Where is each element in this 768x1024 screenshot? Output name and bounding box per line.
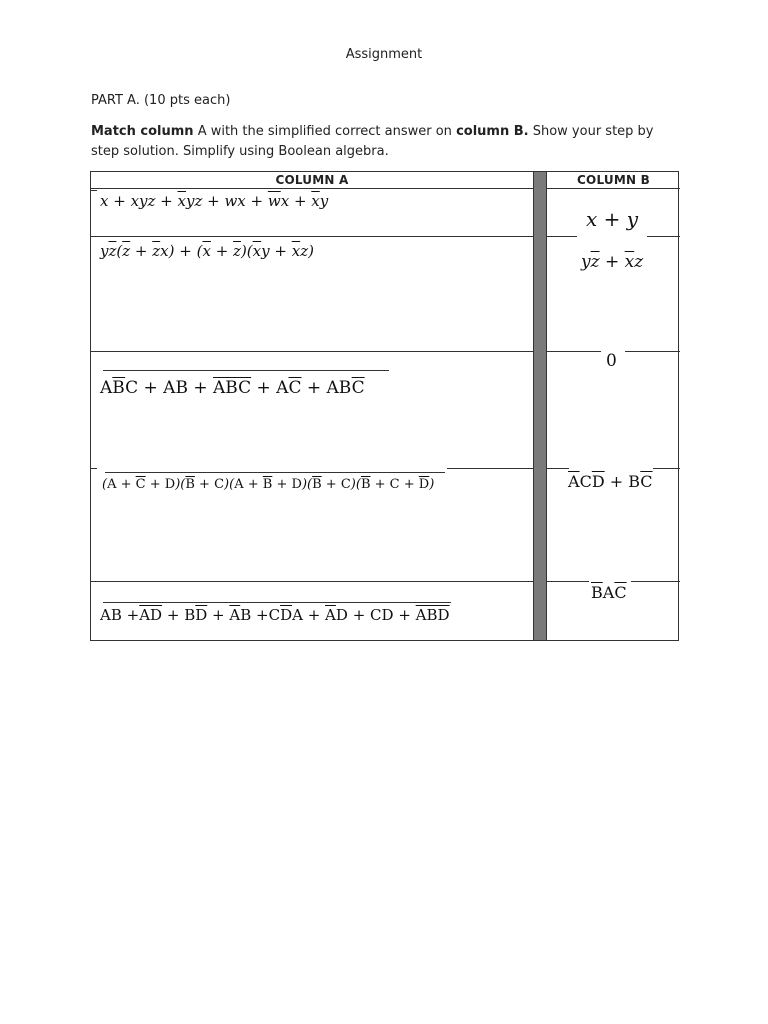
expression-5-overbar [103, 602, 451, 603]
column-a-expression-1: x + xyz + $\overline{x}yz$ + wx + $\overline{w}x + \overline{x}y$ [100, 192, 329, 210]
column-b-header: COLUMN B [577, 173, 650, 187]
row-rule-3c [653, 468, 680, 469]
expression-4-overbar [105, 472, 445, 473]
instructions-bold-1: Match column [91, 124, 194, 139]
row-rule-1a [91, 236, 533, 237]
column-a-expression-3: $A\overline{B}C$ + AB + $\overline{ABC} + A\overline{C} + AB\overline{C}$ [100, 378, 365, 398]
row-rule-3a [447, 468, 533, 469]
column-a-header: COLUMN A [275, 173, 349, 187]
row-rule-2b [547, 351, 601, 352]
column-b-answer-3: 0 [606, 351, 617, 371]
part-heading: PART A. (10 pts each) [91, 93, 231, 108]
column-a-expression-2: $y\overline{z}(\overline{z} + \overline{z}x) + (\overline{x} + \overline{z})(\overline{x}y + \overline{x}z)$ [100, 242, 314, 260]
row-rule-1c [647, 236, 680, 237]
row-rule-4b [547, 581, 589, 582]
page-title: Assignment [345, 47, 423, 62]
row-rule-4a [91, 581, 533, 582]
instructions-text-2: Show your step by step solution. Simplify using Boolean algebra. [91, 124, 654, 159]
row-rule-2a [91, 351, 533, 352]
column-b-answer-1: x + y [586, 207, 639, 231]
instructions-text-1: A with the simplified correct answer on [193, 124, 457, 139]
header-rule-a [91, 188, 533, 189]
row-rule-2c [625, 351, 680, 352]
row-rule-1b [547, 236, 577, 237]
instructions-bold-2: column B. [456, 124, 529, 139]
instructions [91, 122, 681, 162]
match-table [90, 171, 679, 641]
column-a-expression-4: $(A + \overline{C} + D)(\overline{B} + C)(A + \overline{B} + D)(\overline{B} + C)(\overline{B} + C + \overline{D})$ [102, 477, 435, 492]
row-rule-3b [547, 468, 569, 469]
column-divider [533, 172, 547, 640]
expression-3-overbar [103, 370, 389, 371]
column-b-answer-2: $y\overline{z} + \overline{x}z$ [581, 252, 644, 272]
tick-1 [91, 190, 97, 191]
column-b-answer-4: $\overline{A}C\overline{D} + B\overline{C}$ [568, 472, 653, 491]
header-rule-b [547, 188, 680, 189]
column-b-answer-5: $\overline{B}A\overline{C}$ [591, 583, 627, 602]
row-rule-4c [631, 581, 680, 582]
tick-2 [91, 468, 97, 469]
column-a-expression-5: AB $+\overline{A}\overline{D} + B\overline{D} + \overline{A}B +C\overline{D}A + \overline{A}D$ + CD + $\overline{A}\overline{B}\overline{D}$ [100, 606, 450, 624]
